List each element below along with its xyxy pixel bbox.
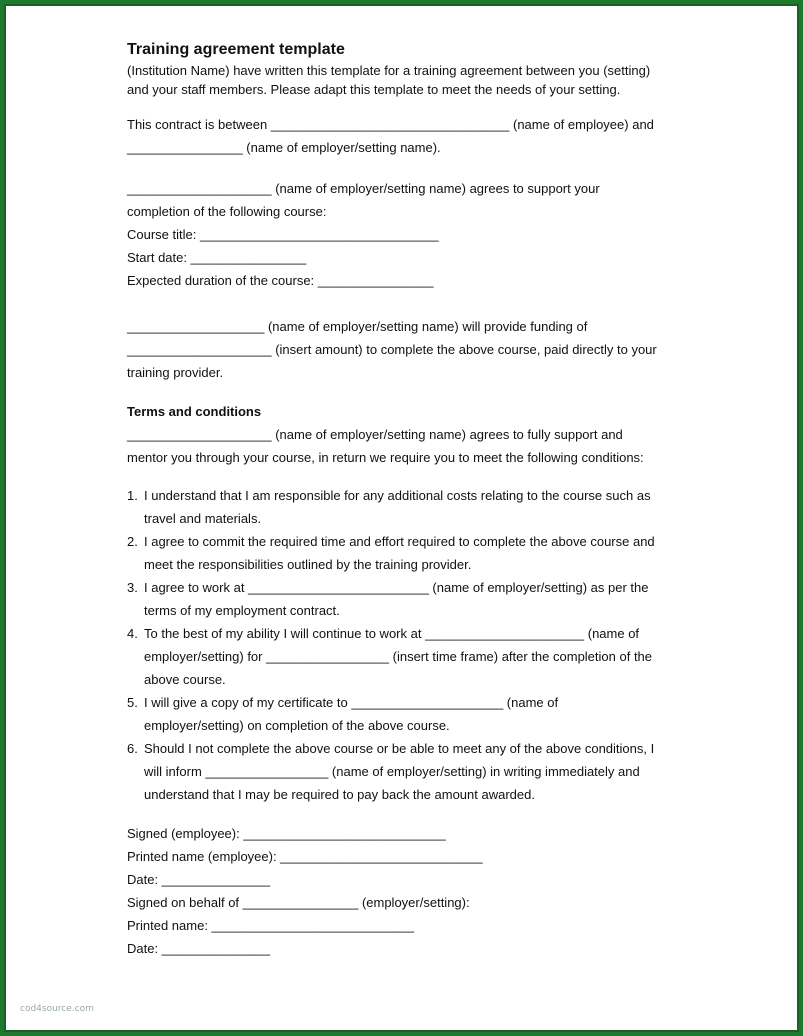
funding-line-2: ____________________ (insert amount) to complete the above course, paid directly to your (127, 342, 657, 357)
condition-number: 1. (127, 488, 138, 503)
condition-text: will inform _________________ (name of employer/setting) in writing immediately and (144, 764, 640, 779)
terms-line-2: mentor you through your course, in return we require you to meet the following conditions: (127, 450, 644, 465)
condition-number: 4. (127, 626, 138, 641)
condition-text: terms of my employment contract. (144, 603, 340, 618)
condition-number: 6. (127, 741, 138, 756)
funding-line-3: training provider. (127, 365, 224, 380)
condition-text: travel and materials. (144, 511, 262, 526)
condition-text: employer/setting) for _________________ (insert time frame) after the completion of the (144, 649, 653, 664)
signed-on-behalf-line: Signed on behalf of ________________ (employer/setting): (127, 895, 470, 910)
signed-employee-line: Signed (employee): ____________________________ (127, 826, 446, 841)
condition-text: I agree to work at _________________________ (name of employer/setting) as per the (144, 580, 649, 595)
date-line: Date: _______________ (127, 941, 271, 956)
watermark: cod4source.com (20, 1004, 94, 1014)
condition-item (127, 534, 687, 580)
condition-text: I agree to commit the required time and effort required to complete the above course and (144, 534, 655, 549)
condition-text: employer/setting) on completion of the above course. (144, 718, 450, 733)
condition-text: above course. (144, 672, 226, 687)
date-line: Date: _______________ (127, 872, 271, 887)
funding-line-1: ___________________ (name of employer/setting name) will provide funding of (127, 319, 588, 334)
contract-line-1: This contract is between _________________________________ (name of employee) and (127, 117, 654, 132)
condition-text: Should I not complete the above course or be able to meet any of the above conditions, I (144, 741, 655, 756)
printed-name-employee-line: Printed name (employee): ____________________________ (127, 849, 483, 864)
intro-line-2: and your staff members. Please adapt this template to meet the needs of your setting. (127, 82, 621, 97)
terms-heading: Terms and conditions (127, 404, 262, 419)
condition-text: meet the responsibilities outlined by the training provider. (144, 557, 472, 572)
support-line-2: completion of the following course: (127, 204, 327, 219)
condition-item (127, 741, 687, 810)
condition-text: I will give a copy of my certificate to _____________________ (name of (144, 695, 559, 710)
support-line-1: ____________________ (name of employer/setting name) agrees to support your (127, 181, 600, 196)
document-page (6, 6, 797, 1030)
condition-number: 3. (127, 580, 138, 595)
condition-item (127, 488, 687, 534)
terms-line-1: ____________________ (name of employer/setting name) agrees to fully support and (127, 427, 623, 442)
printed-name-line: Printed name: ____________________________ (127, 918, 414, 933)
start-date-line: Start date: ________________ (127, 250, 307, 265)
condition-item (127, 580, 687, 626)
intro-line-1: (Institution Name) have written this template for a training agreement between you (setting) (127, 63, 651, 78)
condition-item (127, 695, 687, 741)
condition-text: To the best of my ability I will continue to work at ______________________ (name of (144, 626, 640, 641)
condition-text: I understand that I am responsible for any additional costs relating to the course such as (144, 488, 651, 503)
contract-line-2: ________________ (name of employer/setting name). (127, 140, 441, 155)
condition-number: 2. (127, 534, 138, 549)
condition-item (127, 626, 687, 695)
condition-number: 5. (127, 695, 138, 710)
document-title: Training agreement template (127, 41, 345, 58)
course-title-line: Course title: _________________________________ (127, 227, 439, 242)
duration-line: Expected duration of the course: ________________ (127, 273, 434, 288)
condition-text: understand that I may be required to pay back the amount awarded. (144, 787, 535, 802)
